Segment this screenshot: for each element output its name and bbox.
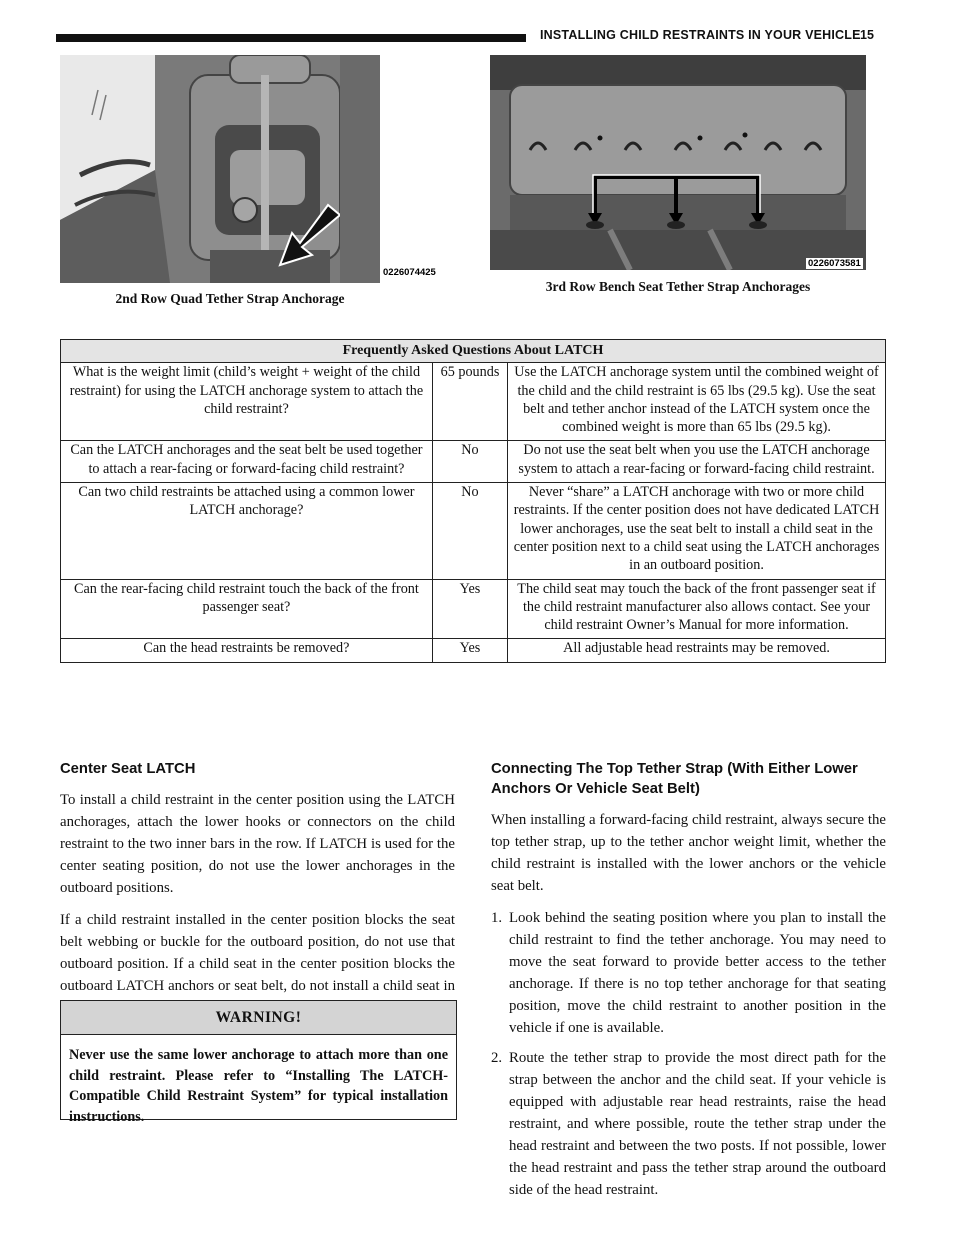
figure-caption-right: 3rd Row Bench Seat Tether Strap Anchorages xyxy=(545,279,811,294)
table-row xyxy=(61,363,886,441)
paragraph: If a child restraint installed in the center position blocks the seat belt webbing or buckle for the outboard position, do not use that outboard position. If a child seat in the center position blocks the outboard LATCH anchors or seat belt, do not install a child seat in xyxy=(60,912,455,994)
photo-3rd-row-tether xyxy=(490,55,866,270)
tether-steps-list xyxy=(491,907,886,1201)
right-column xyxy=(491,759,886,1209)
step-text: Look behind the seating position where you plan to install the child restraint to find the tether anchorage. You may need to move the seat forward to provide better access to the tether anchorage. If there is no top tether anchorage for that seating position, move the child restraint to another position in the vehicle if one is available. xyxy=(509,910,886,1036)
table-row xyxy=(61,441,886,483)
faq-answer: Yes xyxy=(432,639,507,662)
warning-title: WARNING! xyxy=(61,1001,456,1035)
table-row xyxy=(61,639,886,662)
faq-details: Use the LATCH anchorage system until the combined weight of the child and the child restraint is 65 lbs (29.5 kg). Use the seat belt and tether anchor instead of the LATCH system once the combined weight is more than 65 lbs (29.5 kg). xyxy=(508,363,886,441)
faq-header-row xyxy=(61,340,886,363)
faq-question: Can the LATCH anchorages and the seat belt be used together to attach a rear-facing or forward-facing child restraint? xyxy=(61,441,433,483)
section-heading-top-tether: Connecting The Top Tether Strap (With Either Lower Anchors Or Vehicle Seat Belt) xyxy=(491,761,858,797)
step-text: Route the tether strap to provide the most direct path for the strap between the anchor and the child seat. If your vehicle is equipped with adjustable rear head restraints, raise the head restraint, and where possible, route the tether strap under the head restraint and between the two posts. If not possible, lower the head restraint and pass the tether strap around the outboard side of the head restraint. xyxy=(509,1050,886,1198)
section-heading-center-seat-latch: Center Seat LATCH xyxy=(60,761,196,777)
figure-code-right: 0226073581 xyxy=(808,258,861,269)
warning-box xyxy=(60,1000,457,1125)
faq-details: The child seat may touch the back of the front passenger seat if the child restraint manufacturer also allows contact. See your child restraint Owner’s Manual for more information. xyxy=(508,579,886,639)
table-row xyxy=(61,579,886,639)
left-column xyxy=(60,759,455,1019)
faq-question: Can two child restraints be attached using a common lower LATCH anchorage? xyxy=(61,483,433,579)
figure-caption-left: 2nd Row Quad Tether Strap Anchorage xyxy=(115,291,345,306)
faq-answer: No xyxy=(432,441,507,483)
faq-question: What is the weight limit (child’s weight + weight of the child restraint) for using the LATCH anchorage system to attach the child restraint? xyxy=(61,363,433,441)
paragraph: To install a child restraint in the center position using the LATCH anchorages, attach the lower hooks or connectors on the child restraint to the two inner bars in the row. If LATCH is used for the center seating position, do not use the lower anchorages in the outboard positions. xyxy=(60,792,455,896)
header-rule xyxy=(56,34,526,42)
faq-question: Can the rear-facing child restraint touch the back of the front passenger seat? xyxy=(61,579,433,639)
warning-text: Never use the same lower anchorage to attach more than one child restraint. Please refer to “Installing The LATCH-Compatible Child Restraint System” for typical installation instructions. xyxy=(69,1047,448,1125)
step-number: 1. xyxy=(491,910,503,926)
faq-details: Never “share” a LATCH anchorage with two or more child restraints. If the center position does not have dedicated LATCH lower anchorages, use the seat belt to install a child seat in the center position next to a child seat using the LATCH anchorages in an outboard position. xyxy=(508,483,886,579)
step-number: 2. xyxy=(491,1050,503,1066)
list-item xyxy=(491,1047,886,1201)
running-header-title: INSTALLING CHILD RESTRAINTS IN YOUR VEHICLE xyxy=(540,28,861,42)
faq-question: Can the head restraints be removed? xyxy=(61,639,433,662)
latch-faq-table xyxy=(60,339,886,663)
faq-answer: No xyxy=(432,483,507,579)
list-item xyxy=(491,907,886,1039)
faq-answer: 65 pounds xyxy=(432,363,507,441)
faq-details: All adjustable head restraints may be removed. xyxy=(508,639,886,662)
paragraph: When installing a forward-facing child restraint, always secure the top tether strap, up to the tether anchor weight limit, whether the child restraint is installed with the lower anchors or the vehicle seat belt. xyxy=(491,812,886,894)
figure-code-left: 0226074425 xyxy=(383,267,436,278)
faq-answer: Yes xyxy=(432,579,507,639)
table-row xyxy=(61,483,886,579)
faq-table-title: Frequently Asked Questions About LATCH xyxy=(61,340,886,363)
page-number: 15 xyxy=(860,28,874,42)
photo-2nd-row-tether xyxy=(60,55,380,283)
faq-details: Do not use the seat belt when you use the LATCH anchorage system to attach a rear-facing or forward-facing child restraint. xyxy=(508,441,886,483)
